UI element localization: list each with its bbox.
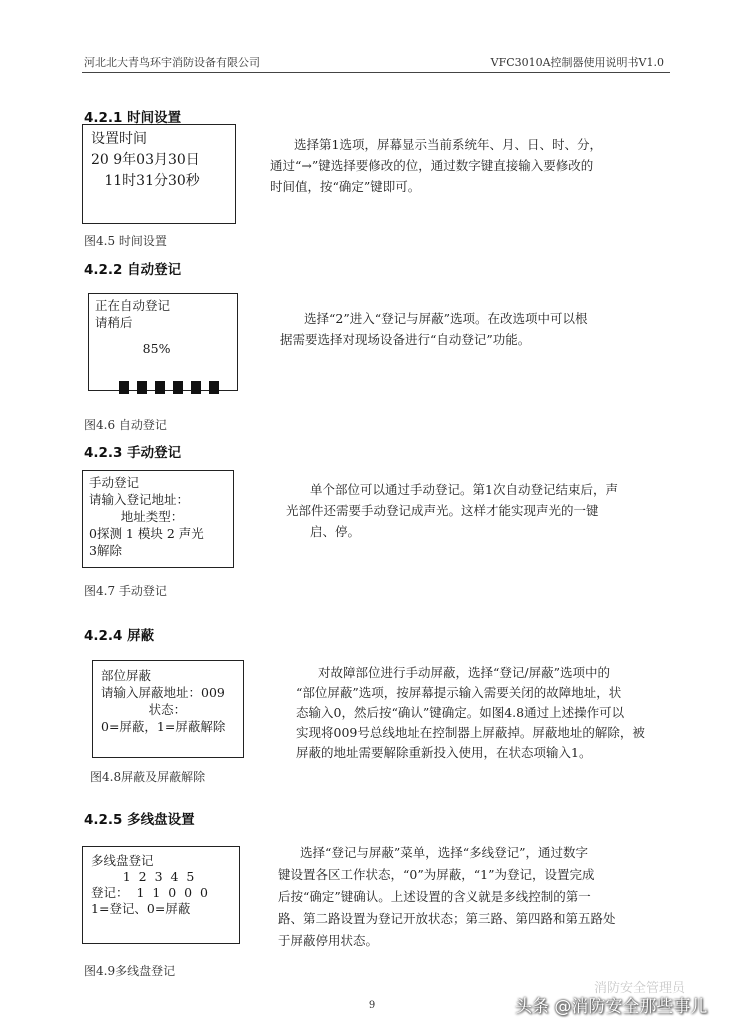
desc-line: “部位屏蔽”选项，按屏幕提示输入需要关闭的故障地址，状 [296, 685, 622, 700]
progress-block [209, 381, 219, 394]
lcd-line: 设置时间 [91, 131, 147, 147]
section-title-multiline-panel: 4.2.5 多线盘设置 [84, 812, 195, 828]
watermark-main: 头条 @消防安全那些事儿 [515, 997, 708, 1017]
desc-line: 态输入0，然后按“确认”键确定。如图4.8通过上述操作可以 [296, 705, 625, 720]
desc-shield [296, 663, 645, 763]
page-number: 9 [368, 1000, 376, 1011]
lcd-time-setting [82, 124, 236, 224]
desc-auto-register [280, 308, 588, 350]
lcd-line: 登记： 1 1 0 0 0 [91, 885, 208, 900]
lcd-line: 0探测 1 模块 2 声光 [89, 526, 204, 541]
figure-caption: 图4.6 自动登记 [84, 418, 167, 432]
lcd-line: 多线盘登记 [91, 853, 154, 868]
desc-line: 键设置各区工作状态，“0”为屏蔽，“1”为登记，设置完成 [278, 867, 595, 882]
lcd-line: 正在自动登记 [95, 298, 171, 313]
lcd-multiline-panel [82, 846, 240, 944]
progress-block [173, 381, 183, 394]
progress-block [155, 381, 165, 394]
lcd-line: 0=屏蔽，1=屏蔽解除 [101, 719, 226, 734]
figure-caption: 图4.9多线盘登记 [84, 964, 176, 978]
desc-line: 选择“2”进入“登记与屏蔽”选项。在改选项中可以根 [304, 311, 588, 326]
lcd-line: 请输入屏蔽地址：009 [101, 685, 225, 700]
watermark-faint: 消防安全管理员 [594, 981, 686, 996]
progress-block [191, 381, 201, 394]
desc-time-setting [270, 134, 602, 197]
lcd-line: 11时31分30秒 [91, 173, 200, 189]
desc-line: 屏蔽的地址需要解除重新投入使用，在状态项输入1。 [296, 745, 592, 760]
desc-line: 选择“登记与屏蔽”菜单，选择“多线登记”，通过数字 [300, 845, 589, 860]
desc-line: 后按“确定”键确认。上述设置的含义就是多线控制的第一 [278, 889, 591, 904]
lcd-line: 20 9年03月30日 [91, 152, 200, 168]
section-title-time-setting: 4.2.1 时间设置 [84, 110, 182, 126]
lcd-line: 1=登记、0=屏蔽 [91, 901, 191, 916]
progress-bar [103, 364, 227, 415]
page-header [0, 52, 744, 72]
lcd-manual-register [82, 470, 234, 568]
lcd-shield [92, 660, 244, 758]
header-company: 河北北大青鸟环宇消防设备有限公司 [84, 56, 260, 69]
desc-line: 时间值，按“确定”键即可。 [270, 179, 421, 194]
desc-line: 单个部位可以通过手动登记。第1次自动登记结束后，声 [310, 482, 618, 497]
lcd-line: 请稍后 [95, 315, 133, 330]
lcd-line: 1 2 3 4 5 [91, 869, 195, 884]
section-title-shield: 4.2.4 屏蔽 [84, 628, 155, 644]
desc-line: 光部件还需要手动登记成声光。这样才能实现声光的一键 [286, 503, 599, 518]
desc-line: 对故障部位进行手动屏蔽，选择“登记/屏蔽”选项中的 [318, 665, 610, 680]
desc-multiline-panel [278, 842, 616, 952]
lcd-auto-register [88, 293, 238, 391]
desc-line: 据需要选择对现场设备进行“自动登记”功能。 [280, 332, 531, 347]
section-title-auto-register: 4.2.2 自动登记 [84, 262, 182, 278]
lcd-line: 地址类型： [89, 509, 184, 524]
header-divider [82, 72, 670, 73]
desc-line: 路、第二路设置为登记开放状态；第三路、第四路和第五路处 [278, 911, 616, 926]
desc-line: 选择第1选项，屏幕显示当前系统年、月、日、时、分， [294, 137, 602, 152]
section-title-manual-register: 4.2.3 手动登记 [84, 445, 182, 461]
desc-line: 通过“→”键选择要修改的位，通过数字键直接输入要修改的 [270, 158, 594, 173]
lcd-line: 请输入登记地址： [89, 492, 190, 507]
figure-caption: 图4.7 手动登记 [84, 584, 167, 598]
figure-caption: 图4.5 时间设置 [84, 234, 167, 248]
desc-manual-register [286, 479, 618, 542]
progress-percent: 85% [95, 341, 171, 356]
lcd-line: 手动登记 [89, 475, 140, 490]
header-manual-title: VFC3010A控制器使用说明书V1.0 [490, 56, 664, 69]
lcd-line: 3解除 [89, 543, 122, 558]
figure-caption: 图4.8屏蔽及屏蔽解除 [90, 770, 206, 784]
lcd-line: 部位屏蔽 [101, 668, 152, 683]
progress-block [119, 381, 129, 394]
desc-line: 启、停。 [310, 524, 361, 539]
desc-line: 实现将009号总线地址在控制器上屏蔽掉。屏蔽地址的解除，被 [296, 725, 645, 740]
lcd-line: 状态： [101, 702, 187, 717]
progress-block [137, 381, 147, 394]
desc-line: 于屏蔽停用状态。 [278, 933, 379, 948]
